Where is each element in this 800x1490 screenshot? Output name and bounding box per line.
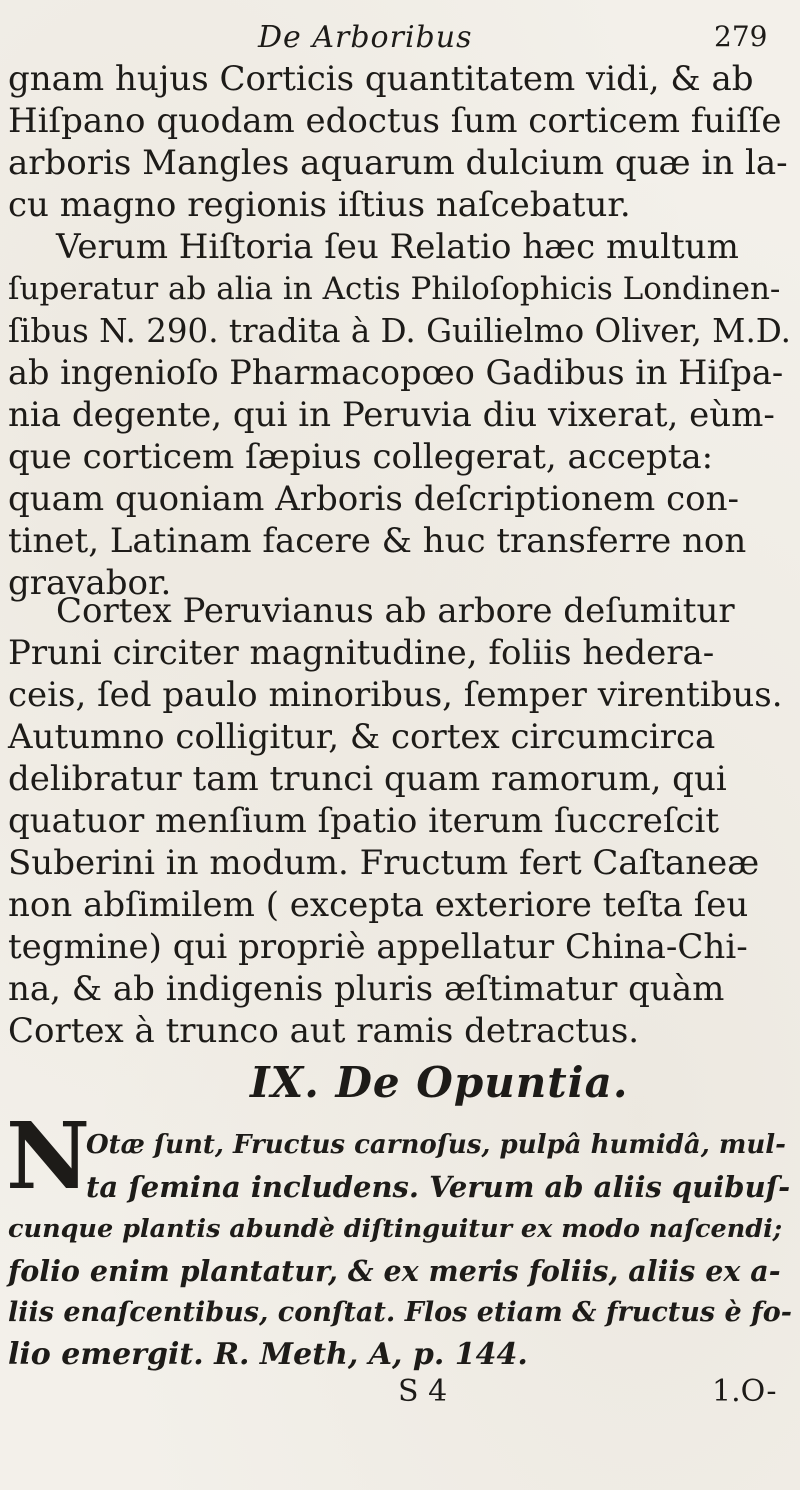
text-line: Hiſpano quodam edoctus ſum corticem fuiſſe (8, 101, 782, 141)
text-line: ceis, ſed paulo minoribus, ſemper virentibus. (8, 675, 783, 715)
text-line: ſibus N. 290. tradita à D. Guilielmo Oliver, M.D. (8, 312, 791, 350)
text-line: non abſimilem ( excepta exteriore teſta ſeu (8, 885, 749, 925)
page-number: 279 (714, 20, 768, 53)
text-line: que corticem ſæpius collegerat, accepta: (8, 437, 714, 477)
drop-cap: N (6, 1102, 91, 1210)
text-line: arboris Mangles aquarum dulcium quæ in la- (8, 143, 788, 183)
text-line: cu magno regionis iſtius naſcebatur. (8, 185, 631, 225)
text-line: ſuperatur ab alia in Actis Philoſophicis Londinen- (8, 271, 781, 307)
text-line: Suberini in modum. Fructum fert Caſtaneæ (8, 843, 760, 883)
section-heading: IX. De Opuntia. (250, 1058, 629, 1107)
text-line: na, & ab indigenis pluris æſtimatur quàm (8, 969, 725, 1009)
text-line: ta ſemina includens. Verum ab aliis quibuſ- (86, 1170, 791, 1204)
text-line: folio enim plantatur, & ex meris foliis, aliis ex a- (8, 1254, 781, 1288)
text-line: Cortex à trunco aut ramis detractus. (8, 1011, 640, 1051)
text-line: nia degente, qui in Peruvia diu vixerat, eùm- (8, 395, 775, 435)
signature-mark: S 4 (398, 1374, 448, 1409)
text-line: quam quoniam Arboris deſcriptionem con- (8, 479, 739, 519)
text-line: Cortex Peruvianus ab arbore deſumitur (56, 591, 735, 631)
text-line: tegmine) qui propriè appellatur China-Chi- (8, 927, 748, 967)
running-title: De Arboribus (258, 20, 473, 55)
running-head (0, 12, 800, 60)
text-line: delibratur tam trunci quam ramorum, qui (8, 759, 727, 799)
text-line: lio emergit. R. Meth, A, p. 144. (8, 1337, 528, 1372)
text-line: ab ingenioſo Pharmacopœo Gadibus in Hiſpa- (8, 353, 784, 392)
text-line: Verum Hiſtoria ſeu Relatio hæc multum (56, 227, 739, 267)
text-line: tinet, Latinam facere & huc transferre non (8, 521, 747, 561)
text-line: gnam hujus Corticis quantitatem vidi, & ab (8, 59, 754, 99)
text-line: Autumno colligitur, & cortex circumcirca (8, 717, 716, 757)
catchword: 1.O- (712, 1374, 777, 1409)
text-line: gravabor. (8, 563, 172, 603)
text-line: Otæ ſunt, Fructus carnoſus, pulpâ humidâ, mul- (86, 1130, 786, 1160)
text-line: quatuor menſium ſpatio iterum ſuccreſcit (8, 801, 720, 841)
text-line: cunque plantis abundè diſtinguitur ex modo naſcendi; (8, 1214, 783, 1244)
text-line: Pruni circiter magnitudine, foliis hedera- (8, 633, 715, 673)
text-line: liis enaſcentibus, conſtat. Flos etiam & fructus è fo- (8, 1297, 792, 1328)
